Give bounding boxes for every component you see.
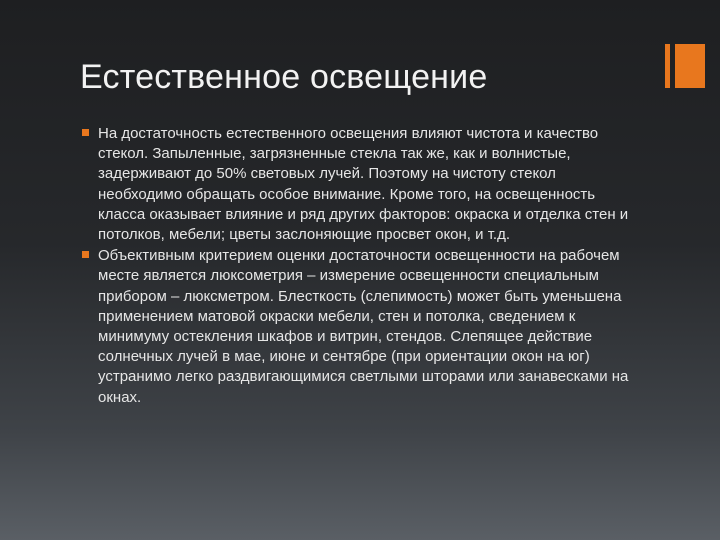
slide-body (82, 124, 642, 409)
accent-bars-decoration (665, 44, 705, 88)
bullet-item (82, 246, 642, 408)
bullet-item (82, 124, 642, 245)
bullet-text: Объективным критерием оценки достаточности освещенности на рабочем месте является люксометрия – измерение освещенности специальным прибором – люксметром. Блесткость (слепимость) может быть уменьшена применением матовой окраски мебели, стен и потолка, сведением к минимуму остекления шкафов и витрин, стендов. Слепящее действие солнечных лучей в мае, июне и сентябре (при ориентации окон на юг) устранимо легко раздвигающимися светлыми шторами или занавесками на окнах. (98, 247, 629, 406)
slide-title: Естественное освещение (80, 58, 488, 96)
square-bullet-icon (82, 129, 89, 136)
accent-thick-bar (675, 44, 705, 88)
accent-thin-bar (665, 44, 670, 88)
bullet-text: На достаточность естественного освещения влияют чистота и качество стекол. Запыленные, загрязненные стекла так же, как и волнистые, задерживают до 50% световых лучей. Поэтому на чистоту стекол необходимо обращать особое внимание. Кроме того, на освещенность класса оказывает влияние и ряд других факторов: окраска и отделка стен и потолков, мебели; цветы заслоняющие просвет окон, и т.д. (98, 125, 629, 244)
square-bullet-icon (82, 251, 89, 258)
